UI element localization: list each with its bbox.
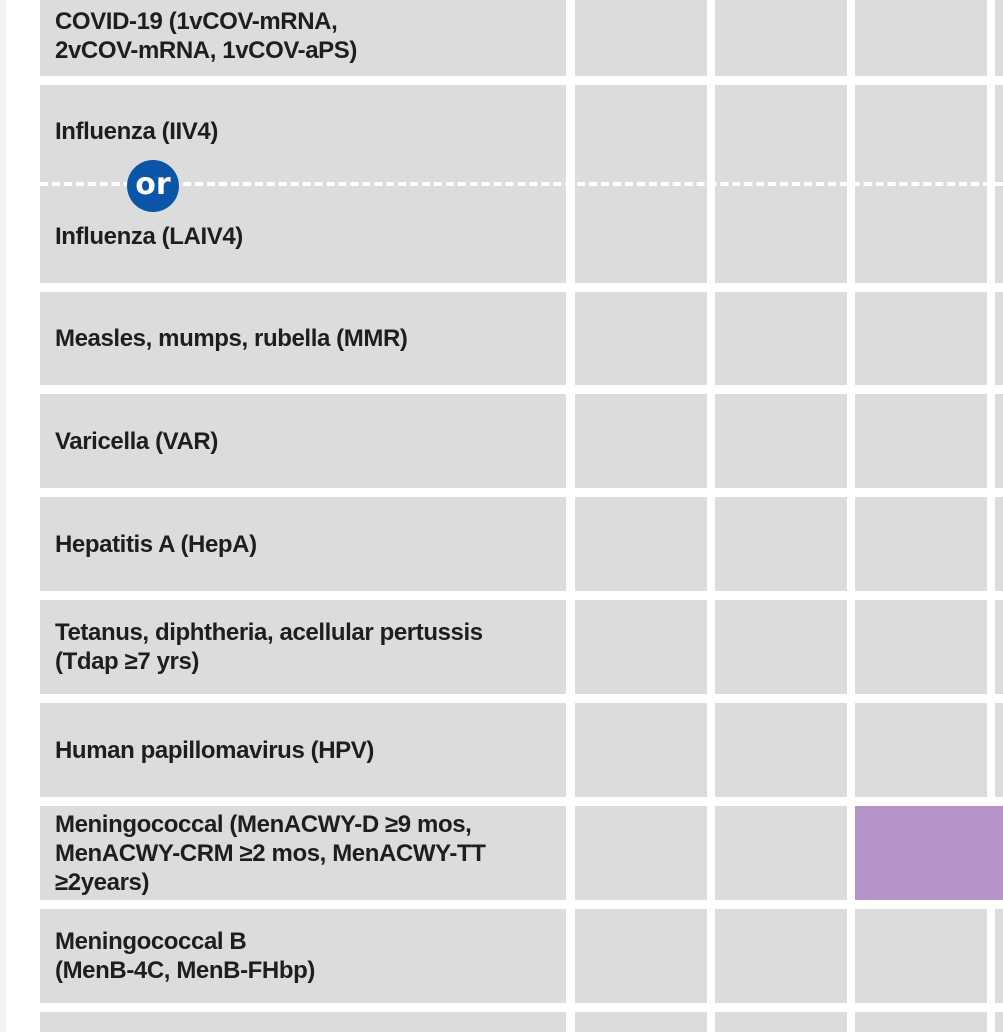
cell-covid-col1 <box>575 0 707 76</box>
cell-varicella-col3 <box>855 394 987 488</box>
row-label-hepa <box>40 497 566 591</box>
cell-hpv-col1 <box>575 703 707 797</box>
cell-varicella-col2 <box>715 394 847 488</box>
row-label-covid-text: COVID-19 (1vCOV-mRNA, 2vCOV-mRNA, 1vCOV-aPS) <box>55 8 357 64</box>
row-label-mmr-text: Measles, mumps, rubella (MMR) <box>55 325 408 352</box>
row-label-menacwy-text: Meningococcal (MenACWY-D ≥9 mos, MenACWY-CRM ≥2 mos, MenACWY-TT ≥2years) <box>55 810 486 896</box>
cell-menacwy-col1 <box>575 806 707 900</box>
cell-next-col3 <box>855 1012 987 1032</box>
cell-hepa-col3 <box>855 497 987 591</box>
row-label-varicella <box>40 394 566 488</box>
cell-covid-col4 <box>995 0 1003 76</box>
influenza-divider-dashed <box>40 182 1003 186</box>
cell-hpv-col3 <box>855 703 987 797</box>
cell-hpv-col4 <box>995 703 1003 797</box>
or-badge: or <box>127 160 179 212</box>
row-label-next <box>40 1012 566 1032</box>
cell-tdap-col1 <box>575 600 707 694</box>
row-label-hpv <box>40 703 566 797</box>
cell-mmr-col3 <box>855 292 987 385</box>
row-label-varicella-text: Varicella (VAR) <box>55 427 218 455</box>
cell-mmr-col1 <box>575 292 707 385</box>
cell-hepa-col4 <box>995 497 1003 591</box>
row-label-hpv-text: Human papillomavirus (HPV) <box>55 736 374 764</box>
cell-covid-col3 <box>855 0 987 76</box>
cell-varicella-col4 <box>995 394 1003 488</box>
cell-tdap-col3 <box>855 600 987 694</box>
cell-hepa-col2 <box>715 497 847 591</box>
row-label-mmr <box>40 292 566 385</box>
row-label-menacwy <box>40 806 566 900</box>
row-label-tdap <box>40 600 566 694</box>
row-label-hepa-text: Hepatitis A (HepA) <box>55 530 257 558</box>
cell-menb-col3 <box>855 909 987 1003</box>
cell-varicella-col1 <box>575 394 707 488</box>
cell-menacwy-recommended-range <box>855 806 1003 900</box>
influenza-iiv4-label: Influenza (IIV4) <box>55 118 218 145</box>
cell-next-col2 <box>715 1012 847 1032</box>
row-label-tdap-text: Tetanus, diphtheria, acellular pertussis (Tdap ≥7 yrs) <box>55 619 483 675</box>
cell-tdap-col4 <box>995 600 1003 694</box>
influenza-laiv4-label: Influenza (LAIV4) <box>55 223 243 250</box>
cell-mmr-col4 <box>995 292 1003 385</box>
cell-tdap-col2 <box>715 600 847 694</box>
cell-menb-col4 <box>995 909 1003 1003</box>
row-label-covid <box>40 0 566 76</box>
page-left-margin <box>0 0 6 1032</box>
cell-covid-col2 <box>715 0 847 76</box>
row-label-menb <box>40 909 566 1003</box>
cell-next-col1 <box>575 1012 707 1032</box>
cell-menacwy-col2 <box>715 806 847 900</box>
cell-mmr-col2 <box>715 292 847 385</box>
cell-next-col4 <box>995 1012 1003 1032</box>
cell-hepa-col1 <box>575 497 707 591</box>
cell-hpv-col2 <box>715 703 847 797</box>
row-label-menb-text: Meningococcal B (MenB-4C, MenB-FHbp) <box>55 928 315 984</box>
cell-menb-col2 <box>715 909 847 1003</box>
cell-menb-col1 <box>575 909 707 1003</box>
